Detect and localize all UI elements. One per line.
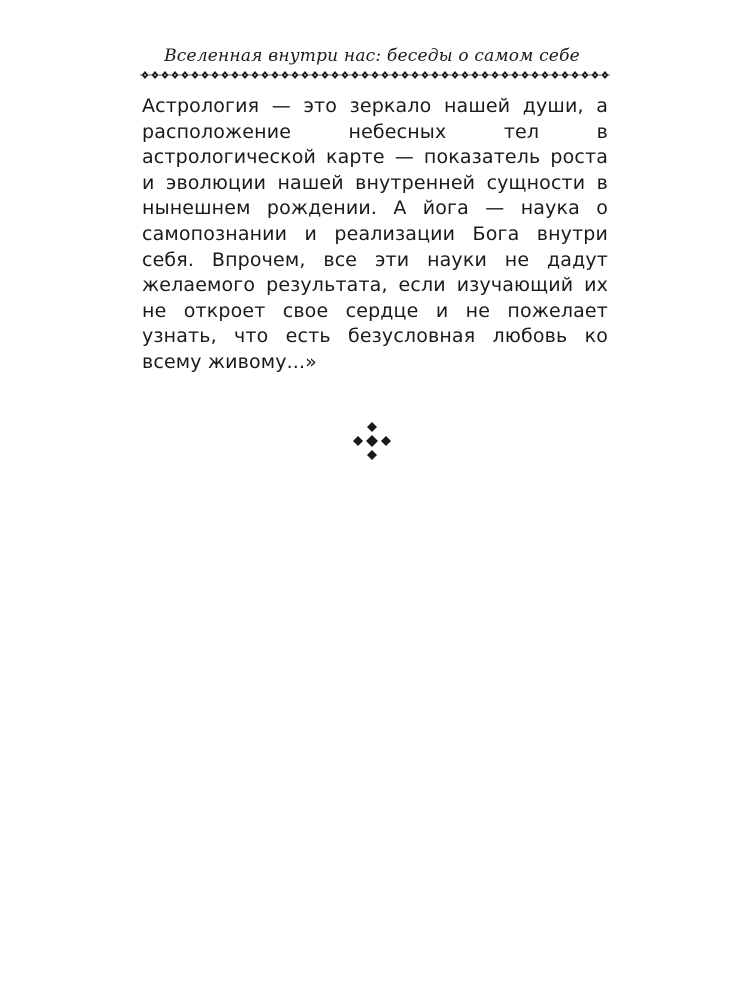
ornament-link: [182, 71, 189, 79]
ornament-link: [172, 71, 179, 79]
ornament-link: [562, 71, 569, 79]
ornament-link: [582, 71, 589, 79]
ornament-link: [392, 71, 399, 79]
ornament-link: [282, 71, 289, 79]
ornament-link: [552, 71, 559, 79]
ornament-link: [592, 71, 599, 79]
ornament-link: [422, 71, 429, 79]
ornament-link: [332, 71, 339, 79]
ornament-link: [512, 71, 519, 79]
ornament-link: [372, 71, 379, 79]
ornament-link: [272, 71, 279, 79]
ornament-link: [452, 71, 459, 79]
ornament-link: [202, 71, 209, 79]
ornament-link: [142, 71, 149, 79]
ornament-link: [232, 71, 239, 79]
ornament-link: [482, 71, 489, 79]
ornament-link: [382, 71, 389, 79]
ornament-diamond-right: [381, 436, 391, 446]
ornament-link: [462, 71, 469, 79]
diamond-chain-ornament-icon: [140, 69, 610, 81]
ornament-link: [212, 71, 219, 79]
ornament-link: [502, 71, 509, 79]
ornament-link: [352, 71, 359, 79]
running-head-title: Вселенная внутри нас: беседы о самом себе: [164, 46, 580, 66]
ornament-link: [412, 71, 419, 79]
ornament-link: [152, 71, 159, 79]
ornament-link: [472, 71, 479, 79]
ornament-link: [342, 71, 349, 79]
ornament-link: [402, 71, 409, 79]
ornament-link: [522, 71, 529, 79]
ornament-link: [242, 71, 249, 79]
ornament-diamond-top: [367, 422, 377, 432]
ornament-link: [192, 71, 199, 79]
ornament-diamond-left: [353, 436, 363, 446]
ornament-link: [442, 71, 449, 79]
diamond-cluster-ornament-icon: [351, 420, 393, 462]
ornament-link: [572, 71, 579, 79]
ornament-diamond-bottom: [367, 450, 377, 460]
ornament-link: [602, 71, 609, 79]
ornament-link: [362, 71, 369, 79]
ornament-link: [222, 71, 229, 79]
ornament-link: [312, 71, 319, 79]
ornament-link: [302, 71, 309, 79]
ornament-link: [162, 71, 169, 79]
ornament-link: [532, 71, 539, 79]
ornament-link: [542, 71, 549, 79]
ornament-link: [432, 71, 439, 79]
ornament-link: [292, 71, 299, 79]
ornament-link: [492, 71, 499, 79]
ornament-link: [252, 71, 259, 79]
ornament-link: [262, 71, 269, 79]
ornament-link: [322, 71, 329, 79]
body-text-block: [142, 94, 608, 376]
ornament-diamond-center: [366, 435, 378, 447]
body-paragraph: Астрология — это зеркало нашей души, а расположение небесных тел в астрологической карте — показатель роста и эволюции нашей внутренней сущности в нынешнем рождении. А йога — наука о самопознании и реализации Бога внутри себя. Впрочем, все эти науки не дадут желаемого результата, если изучающий их не откроет свое сердце и не пожелает узнать, что есть безусловная любовь ко всему живому...»: [142, 95, 608, 373]
